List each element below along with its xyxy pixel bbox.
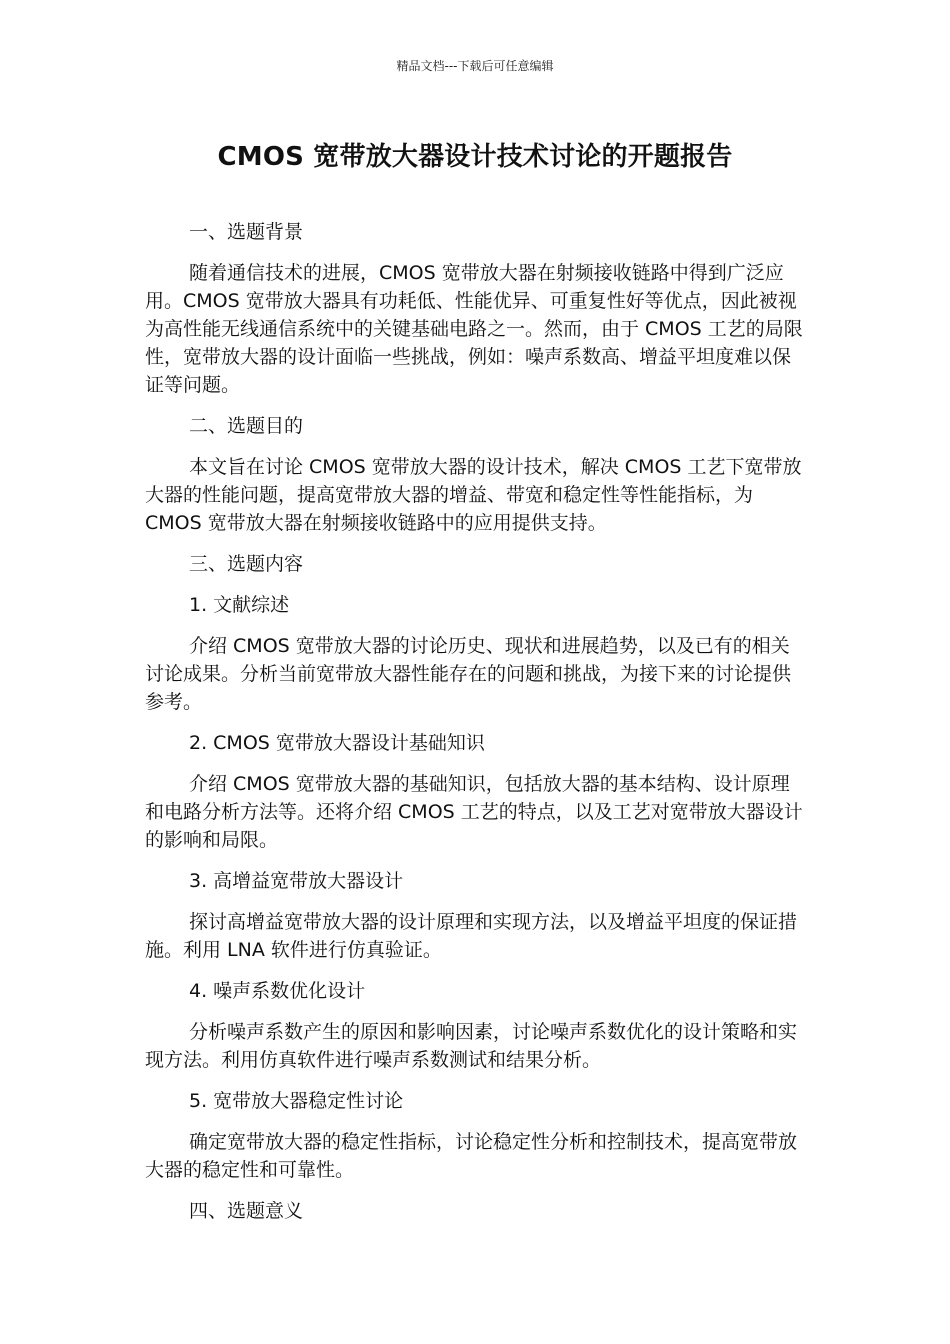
section-heading-background: 一、选题背景 <box>189 221 304 243</box>
paragraph-literature-review: 介绍 CMOS 宽带放大器的讨论历史、现状和进展趋势，以及已有的相关讨论成果。分析当前宽带放大器性能存在的问题和挑战，为接下来的讨论提供参考。 <box>145 635 792 713</box>
paragraph-high-gain-design: 探讨高增益宽带放大器的设计原理和实现方法，以及增益平坦度的保证措施。利用 LNA 软件进行仿真验证。 <box>145 911 798 961</box>
paragraph-stability: 确定宽带放大器的稳定性指标，讨论稳定性分析和控制技术，提高宽带放大器的稳定性和可靠性。 <box>145 1131 798 1181</box>
header-note: 精品文档---下载后可任意编辑 <box>396 59 554 73</box>
subheading-high-gain-design: 3. 高增益宽带放大器设计 <box>189 870 404 892</box>
paragraph-design-basics: 介绍 CMOS 宽带放大器的基础知识，包括放大器的基本结构、设计原理和电路分析方法等。还将介绍 CMOS 工艺的特点，以及工艺对宽带放大器设计的影响和局限。 <box>145 773 803 851</box>
document-body <box>145 218 807 1238</box>
paragraph-purpose: 本文旨在讨论 CMOS 宽带放大器的设计技术，解决 CMOS 工艺下宽带放大器的性能问题，提高宽带放大器的增益、带宽和稳定性等性能指标，为 CMOS 宽带放大器在射频接收链路中的应用提供支持。 <box>145 456 802 534</box>
section-heading-content: 三、选题内容 <box>189 553 304 575</box>
document-title: CMOS 宽带放大器设计技术讨论的开题报告 <box>217 142 733 172</box>
subheading-design-basics: 2. CMOS 宽带放大器设计基础知识 <box>189 732 485 754</box>
section-heading-purpose: 二、选题目的 <box>189 415 304 437</box>
paragraph-background: 随着通信技术的进展，CMOS 宽带放大器在射频接收链路中得到广泛应用。CMOS 宽带放大器具有功耗低、性能优异、可重复性好等优点，因此被视为高性能无线通信系统中的关键基础电路之一。然而，由于 CMOS 工艺的局限性，宽带放大器的设计面临一些挑战，例如：噪声系数高、增益平坦度难以保证等问题。 <box>145 262 803 396</box>
section-heading-significance: 四、选题意义 <box>189 1200 304 1222</box>
paragraph-noise-optimization: 分析噪声系数产生的原因和影响因素，讨论噪声系数优化的设计策略和实现方法。利用仿真软件进行噪声系数测试和结果分析。 <box>145 1021 798 1071</box>
subheading-noise-optimization: 4. 噪声系数优化设计 <box>189 980 366 1002</box>
subheading-literature-review: 1. 文献综述 <box>189 594 290 616</box>
subheading-stability: 5. 宽带放大器稳定性讨论 <box>189 1090 404 1112</box>
